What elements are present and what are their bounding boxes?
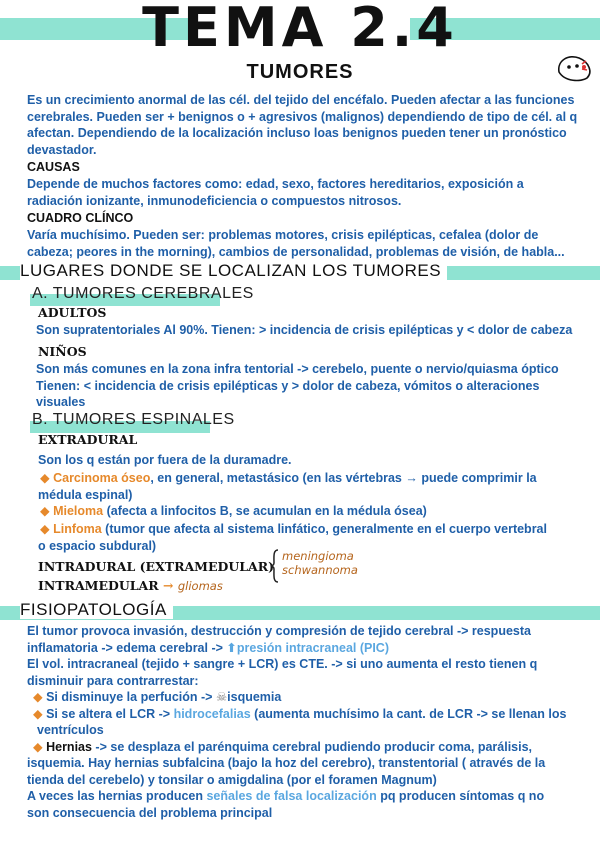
fisio-bullet: ◆ Hernias -> se desplaza el parénquima cerebral pudiendo producir coma, parálisis, [33, 739, 533, 754]
intramedular-text: INTRAMEDULAR [38, 578, 159, 593]
arrow-icon: → [163, 578, 174, 593]
fisio-bullet: ◆ Si disminuye la perfución -> ☠isquemia [33, 690, 282, 704]
carcinoma-line2: médula espinal) [38, 488, 133, 502]
intradural-label: INTRADURAL (EXTRAMEDULAR) [38, 559, 275, 574]
pic-term: presión intracraneal (PIC) [236, 640, 389, 655]
adultos-text: Son supratentoriales Al 90%. Tienen: > incidencia de crisis epilépticas y < dolor de cabeza [36, 323, 573, 337]
carcinoma-item: ◆ Carcinoma óseo, en general, metastásico (en las vértebras → puede comprimir la [40, 471, 537, 485]
cuadro-line: Varía muchísimo. Pueden ser: problemas motores, crisis epilépticas, cefalea (dolor de [27, 228, 539, 242]
page-subtitle: TUMORES [246, 61, 354, 83]
carcinoma-term: Carcinoma óseo [53, 471, 151, 485]
adultos-label: ADULTOS [38, 305, 107, 320]
fisio-line: El vol. intracraneal (tejido + sangre + LCR) es CTE. -> si uno aumenta el resto tienen q [27, 657, 538, 671]
isquemia-term: isquemia [227, 690, 282, 704]
fisio-line: son consecuencia del problema principal [27, 805, 273, 820]
fisio-text: A veces las hernias producen [27, 789, 207, 803]
intro-line: Es un crecimiento anormal de las cél. del tejido del encéfalo. Pueden afectar a las funciones [27, 93, 575, 107]
meningioma-note: meningioma [282, 549, 354, 563]
hernias-term: Hernias [46, 739, 92, 754]
extradural-text: Son los q están por fuera de la duramadre. [38, 453, 292, 467]
fisio-text: Si disminuye la perfución -> [46, 690, 216, 704]
fisio-text: inflamatoria -> edema cerebral -> [27, 640, 227, 655]
mieloma-desc: (afecta a linfocitos B, se acumulan en la médula ósea) [103, 504, 427, 518]
subsection-title-cerebrales: A. TUMORES CEREBRALES [32, 285, 254, 302]
linfoma-item: ◆ Linfoma (tumor que afecta al sistema linfático, generalmente en el cuerpo vertebral [40, 522, 547, 536]
up-arrow-icon: ⬆ [226, 640, 237, 655]
brace-icon [270, 549, 280, 583]
fisio-line: isquemia. Hay hernias subfalcina (bajo la hoz del cerebro), transtentorial ( através de la [27, 756, 546, 770]
intro-line: cerebrales. Pueden ser + benignos o + agresivos (malignos) dependiendo de tipo de cél. al q [27, 109, 578, 124]
ninos-label: NIÑOS [38, 344, 87, 359]
fisio-line [27, 788, 597, 805]
hidrocefalias-term: hidrocefalias [173, 706, 251, 721]
fisio-line: ventrículos [37, 723, 104, 737]
cuadro-heading: CUADRO CLÍNCO [27, 211, 134, 225]
causas-line: radiación ionizante, inmunodeficiencia o compuestos nitrosos. [27, 193, 402, 208]
fisio-line: disminuir para contrarrestar: [27, 673, 199, 688]
section-title-lugares: LUGARES DONDE SE LOCALIZAN LOS TUMORES [20, 261, 447, 280]
fisio-bullet: ◆ Si se altera el LCR -> hidrocefalias (aumenta muchísimo la cant. de LCR -> se llenan los [33, 706, 567, 721]
intramedular-label [38, 578, 223, 593]
fisio-text: (aumenta muchísimo la cant. de LCR -> se llenan los [250, 706, 567, 721]
schwannoma-note: schwannoma [282, 563, 358, 577]
mieloma-item: ◆ Mieloma (afecta a linfocitos B, se acumulan en la médula ósea) [40, 504, 427, 518]
fisio-line [27, 640, 597, 657]
ninos-line: visuales [36, 395, 86, 409]
fisio-text: Si se altera el LCR -> [46, 706, 174, 721]
causas-line: Depende de muchos factores como: edad, sexo, factores hereditarios, exposición a [27, 177, 524, 191]
intro-line: devastador. [27, 142, 97, 157]
fisio-text: -> se desplaza el parénquima cerebral pudiendo producir coma, parálisis, [91, 739, 533, 754]
fisio-text: pq producen síntomas q no [376, 789, 545, 803]
ninos-line: Son más comunes en la zona infra tentorial -> cerebelo, puente o nervio/quiasma óptico [36, 362, 559, 376]
cuadro-line: cabeza; peores in the morning), cambios de personalidad, problemas de visión, de habla... [27, 244, 565, 259]
linfoma-desc: (tumor que afecta al sistema linfático, generalmente en el cuerpo vertebral [101, 522, 547, 536]
causas-heading: CAUSAS [27, 160, 80, 174]
intro-line: afectan. Dependiendo de la localización incluso loas benignos pueden tener un pronóstico [27, 126, 567, 140]
carcinoma-desc: , en general, metastásico (en las vértebras → puede comprimir la [150, 471, 537, 485]
gliomas-note: gliomas [177, 579, 223, 593]
fisio-line: tienda del cerebelo) y tonsilar o amigdalina (por el foramen Magnum) [27, 772, 437, 787]
page-title: TEMA 2.4 [142, 0, 458, 59]
extradural-label: EXTRADURAL [38, 432, 138, 447]
linfoma-term: Linfoma [53, 522, 102, 536]
ninos-line: Tienen: < incidencia de crisis epilépticas y > dolor de cabeza, vómitos o alteraciones [36, 378, 540, 393]
mieloma-term: Mieloma [53, 504, 104, 518]
linfoma-line2: o espacio subdural) [38, 539, 157, 553]
subsection-title-espinales: B. TUMORES ESPINALES [32, 411, 235, 428]
skull-icon: ☠ [215, 690, 228, 704]
ghost-doodle-icon [555, 50, 595, 84]
section-title-fisio: FISIOPATOLOGÍA [20, 600, 173, 619]
fisio-line: El tumor provoca invasión, destrucción y compresión de tejido cerebral -> respuesta [27, 624, 531, 638]
falsa-localizacion-term: señales de falsa localización [206, 789, 377, 803]
